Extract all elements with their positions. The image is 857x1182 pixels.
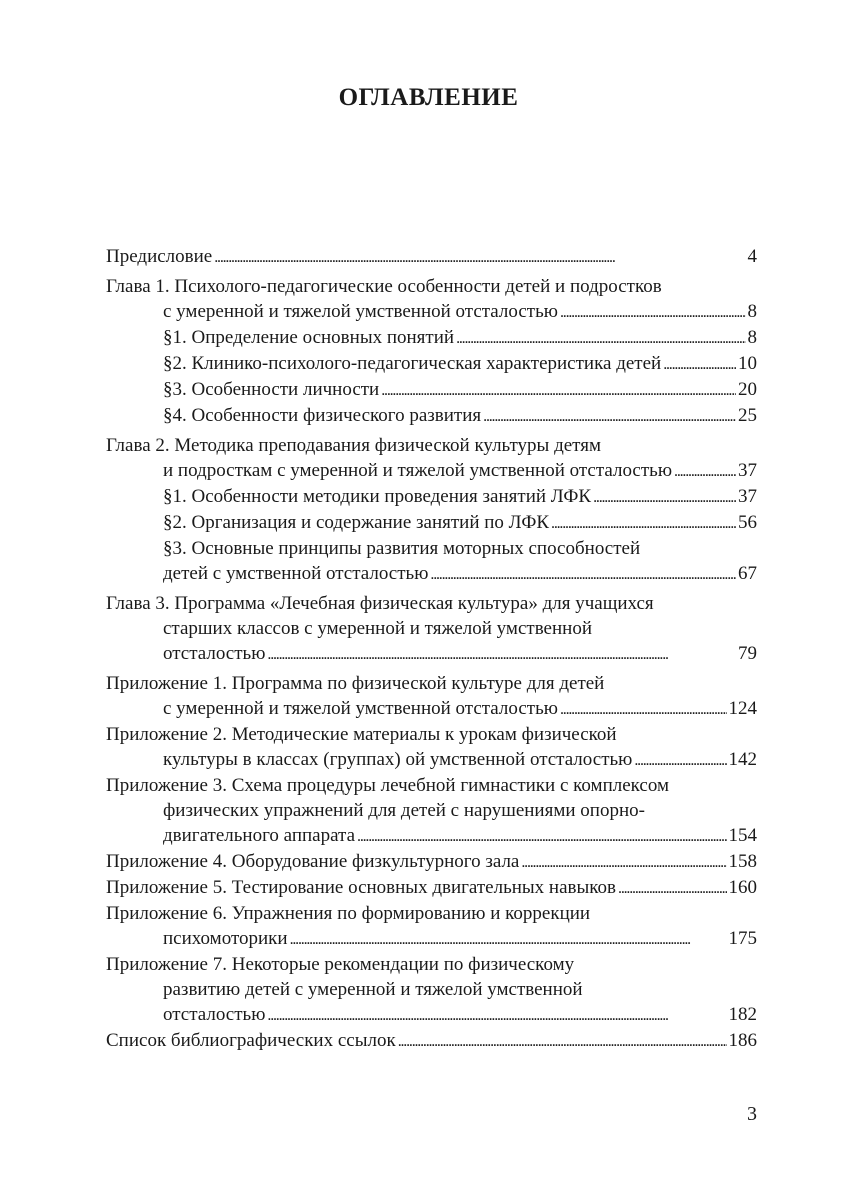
page-number: 3 — [747, 1103, 757, 1125]
toc-entry-title: Список библиографических ссылок — [106, 1030, 396, 1051]
dot-leader — [663, 351, 736, 377]
toc-entry-line: Глава 1. Психолого-педагогические особенности детей и подростков — [106, 276, 662, 297]
toc-entry-title: культуры в классах (группах) ой умственной отсталостью — [163, 749, 633, 770]
toc-entry — [106, 377, 757, 403]
dot-leader — [674, 458, 736, 484]
toc-entry-title: §4. Особенности физического развития — [163, 405, 482, 426]
toc-entry — [106, 952, 757, 1028]
toc-entry-page: 79 — [738, 643, 757, 664]
dot-leader — [483, 403, 736, 429]
toc-entry-title: §2. Организация и содержание занятий по ЛФК — [163, 512, 550, 533]
toc-entry-page: 124 — [728, 698, 757, 719]
dot-leader — [357, 823, 726, 849]
dot-leader — [381, 377, 736, 403]
toc-entry-page: 25 — [738, 405, 757, 426]
toc-entry — [106, 875, 757, 901]
toc-entry-title: детей с умственной отсталостью — [163, 563, 429, 584]
dot-leader — [267, 1002, 726, 1028]
toc-entry — [106, 591, 757, 667]
toc-entry-page: 160 — [728, 877, 757, 898]
toc-entry-page: 10 — [738, 353, 757, 374]
toc-entry-page: 4 — [747, 246, 757, 267]
toc-entry-title: и подросткам с умеренной и тяжелой умственной отсталостью — [163, 460, 673, 481]
toc-entry — [106, 671, 757, 722]
toc-entry-page: 37 — [738, 460, 757, 481]
toc-entry-page: 158 — [728, 851, 757, 872]
toc-entry-line: развитию детей с умеренной и тяжелой умственной — [163, 979, 583, 1000]
toc-entry-page: 186 — [728, 1030, 757, 1051]
toc-entry-line: Приложение 2. Методические материалы к урокам физической — [106, 724, 617, 745]
toc-entry — [106, 773, 757, 849]
toc-entry — [106, 351, 757, 377]
toc-entry — [106, 403, 757, 429]
toc-entry-line: §3. Основные принципы развития моторных способностей — [163, 538, 641, 559]
dot-leader — [551, 510, 736, 536]
toc-entry-page: 8 — [747, 301, 757, 322]
toc-entry-title: с умеренной и тяжелой умственной отсталостью — [163, 698, 558, 719]
toc-entry-page: 182 — [728, 1004, 757, 1025]
toc-entry — [106, 722, 757, 773]
dot-leader — [456, 325, 745, 351]
table-of-contents — [106, 244, 757, 1054]
toc-entry-title: §1. Особенности методики проведения занятий ЛФК — [163, 486, 592, 507]
toc-entry — [106, 325, 757, 351]
toc-entry — [106, 536, 757, 587]
page-title: ОГЛАВЛЕНИЕ — [338, 84, 519, 111]
toc-entry-title: §2. Клинико-психолого-педагогическая характеристика детей — [163, 353, 662, 374]
toc-entry — [106, 1028, 757, 1054]
toc-entry-line: Глава 3. Программа «Лечебная физическая культура» для учащихся — [106, 593, 654, 614]
toc-entry-line: физических упражнений для детей с нарушениями опорно- — [163, 800, 645, 821]
toc-entry-line: Приложение 1. Программа по физической культуре для детей — [106, 673, 605, 694]
dot-leader — [634, 747, 726, 773]
toc-entry-title: §3. Особенности личности — [163, 379, 380, 400]
dot-leader — [560, 696, 727, 722]
toc-entry-title: Предисловие — [106, 246, 213, 267]
dot-leader — [521, 849, 726, 875]
toc-entry-page: 154 — [728, 825, 757, 846]
toc-entry-line: Приложение 6. Упражнения по формированию и коррекции — [106, 903, 591, 924]
toc-entry-page: 67 — [738, 563, 757, 584]
toc-entry-title: двигательного аппарата — [163, 825, 356, 846]
toc-entry-line: Приложение 7. Некоторые рекомендации по физическому — [106, 954, 575, 975]
toc-entry-title: §1. Определение основных понятий — [163, 327, 455, 348]
toc-entry-title: психомоторики — [163, 928, 288, 949]
toc-entry-page: 142 — [728, 749, 757, 770]
toc-entry-page: 8 — [747, 327, 757, 348]
dot-leader — [290, 926, 727, 952]
toc-entry-line: старших классов с умеренной и тяжелой умственной — [163, 618, 592, 639]
dot-leader — [560, 299, 746, 325]
toc-entry — [106, 484, 757, 510]
toc-entry — [106, 901, 757, 952]
dot-leader — [593, 484, 736, 510]
toc-entry-line: Приложение 3. Схема процедуры лечебной гимнастики с комплексом — [106, 775, 670, 796]
toc-entry-page: 175 — [728, 928, 757, 949]
toc-entry-title: Приложение 4. Оборудование физкультурного зала — [106, 851, 520, 872]
toc-entry — [106, 433, 757, 484]
toc-entry-title: Приложение 5. Тестирование основных двигательных навыков — [106, 877, 617, 898]
toc-entry-page: 37 — [738, 486, 757, 507]
dot-leader — [267, 641, 736, 667]
toc-entry — [106, 510, 757, 536]
toc-entry-title: отсталостью — [163, 643, 266, 664]
toc-entry-line: Глава 2. Методика преподавания физической культуры детям — [106, 435, 601, 456]
toc-entry — [106, 244, 757, 270]
dot-leader — [618, 875, 726, 901]
toc-entry-title: с умеренной и тяжелой умственной отсталостью — [163, 301, 558, 322]
toc-entry — [106, 849, 757, 875]
toc-entry — [106, 274, 757, 325]
dot-leader — [398, 1028, 727, 1054]
toc-entry-title: отсталостью — [163, 1004, 266, 1025]
toc-entry-page: 20 — [738, 379, 757, 400]
dot-leader — [430, 561, 736, 587]
toc-entry-page: 56 — [738, 512, 757, 533]
dot-leader — [214, 244, 745, 270]
